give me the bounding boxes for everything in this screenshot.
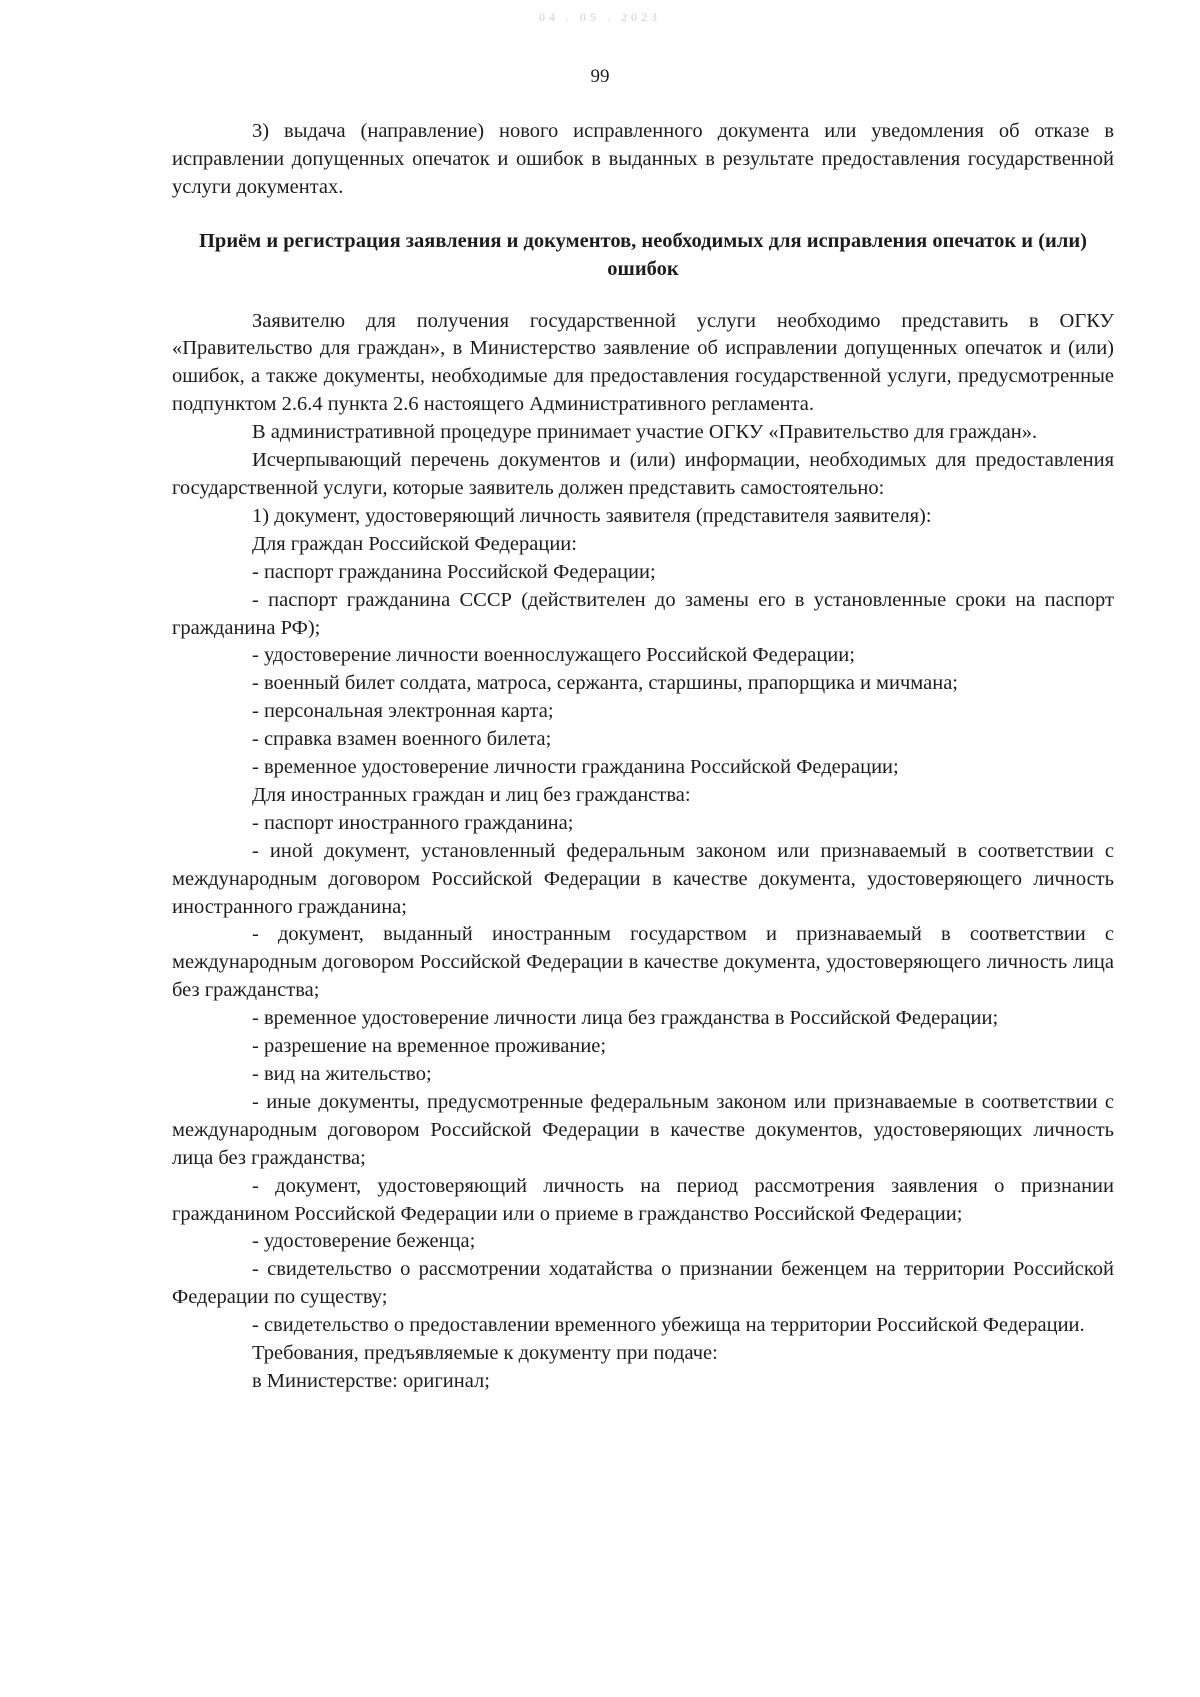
list-item: - вид на жительство; (252, 1063, 432, 1085)
list-item: - справка взамен военного билета; (252, 728, 552, 751)
section-heading: Приём и регистрация заявления и документов, необходимых для исправления опечаток и (или) ошибок (198, 229, 1088, 280)
faint-stamp: 04 . 05 . 2023 (539, 10, 661, 24)
paragraph: Исчерпывающий перечень документов и (или) информации, необходимых для предоставления государственной услуги, которые заявитель должен представить самостоятельно: (172, 449, 1114, 499)
list-item: - удостоверение личности военнослужащего Российской Федерации; (252, 644, 855, 667)
list-subheader: Для граждан Российской Федерации: (252, 532, 577, 555)
list-item: - персональная электронная карта; (252, 700, 554, 723)
list-item: - документ, выданный иностранным государством и признаваемый в соответствии с международным договором Российской Федерации в качестве документа, удостоверяющего личность лица без гражданства; (172, 923, 1114, 1002)
list-item: - иной документ, установленный федеральным законом или признаваемый в соответствии с международным договором Российской Федерации в качестве документа, удостоверяющего личность иностранного гражданина; (172, 839, 1114, 918)
list-subheader: Для иностранных граждан и лиц без гражданства: (252, 783, 691, 806)
paragraph: 3) выдача (направление) нового исправленного документа или уведомления об отказе в исправлении допущенных опечаток и ошибок в выданных в результате предоставления государственной услуги документах. (172, 120, 1114, 198)
list-item: - разрешение на временное проживание; (252, 1035, 607, 1058)
list-item: - иные документы, предусмотренные федеральным законом или признаваемые в соответствии с международным договором Российской Федерации в качестве документов, удостоверяющих личность лица без гражданства; (172, 1090, 1114, 1169)
list-item: - документ, удостоверяющий личность на период рассмотрения заявления о признании гражданином Российской Федерации или о приеме в гражданство Российской Федерации; (172, 1174, 1114, 1225)
paragraph: В административной процедуре принимает участие ОГКУ «Правительство для граждан». (252, 421, 1038, 444)
paragraph: Заявителю для получения государственной услуги необходимо представить в ОГКУ «Правительство для граждан», в Министерство заявление об исправлении допущенных опечаток и (или) ошибок, а также документы, необходимые для предоставления государственной услуги, предусмотренные подпунктом 2.6.4 пункта 2.6 настоящего Административного регламента. (172, 309, 1114, 416)
list-item: - паспорт гражданина СССР (действителен до замены его в установленные сроки на паспорт гражданина РФ); (172, 588, 1114, 639)
list-item: - удостоверение беженца; (252, 1230, 476, 1253)
list-item: - военный билет солдата, матроса, сержанта, старшины, прапорщика и мичмана; (252, 672, 958, 695)
list-item: - паспорт гражданина Российской Федерации; (252, 560, 656, 583)
list-item: - временное удостоверение личности лица без гражданства в Российской Федерации; (252, 1007, 999, 1030)
page-number: 99 (590, 66, 610, 87)
paragraph: Требования, предъявляемые к документу при подаче: (252, 1342, 718, 1365)
list-item: - паспорт иностранного гражданина; (252, 811, 574, 834)
list-item: - свидетельство о рассмотрении ходатайства о признании беженцем на территории Российской Федерации по существу; (172, 1258, 1114, 1309)
list-item: - свидетельство о предоставлении временного убежища на территории Российской Федерации. (252, 1314, 1085, 1337)
paragraph: в Министерстве: оригинал; (252, 1369, 490, 1392)
paragraph: 1) документ, удостоверяющий личность заявителя (представителя заявителя): (252, 504, 932, 527)
list-item: - временное удостоверение личности гражданина Российской Федерации; (252, 756, 899, 779)
document-body (172, 118, 1114, 1396)
